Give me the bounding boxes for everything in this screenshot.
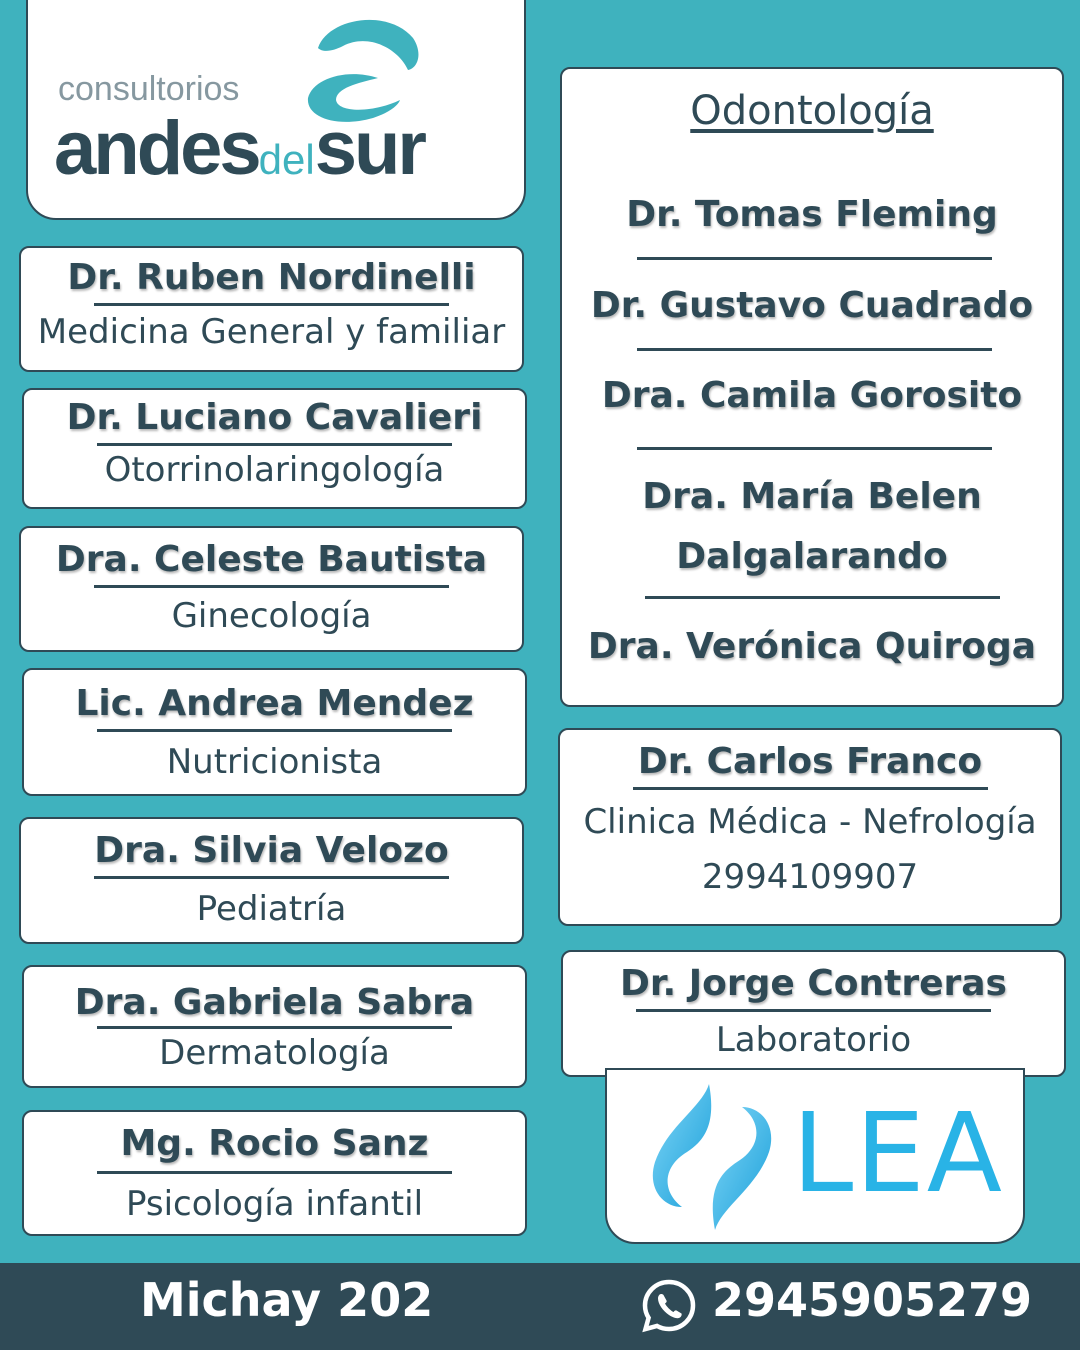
- doctor-card: [19, 817, 524, 944]
- doctor-name: Mg. Rocio Sanz: [120, 1123, 429, 1164]
- doctor-specialty: Laboratorio: [715, 1020, 912, 1061]
- divider: [636, 1009, 991, 1012]
- divider: [637, 348, 992, 351]
- divider: [97, 729, 452, 732]
- lea-drop-icon: [647, 1082, 777, 1232]
- dentist-name: Dra. Verónica Quiroga: [587, 626, 1037, 667]
- divider: [97, 443, 452, 446]
- doctor-card: [22, 965, 527, 1088]
- brand-del: del: [258, 136, 315, 183]
- brand-sur: sur: [314, 106, 424, 191]
- odontologia-card: [560, 67, 1064, 707]
- brand-main-text: [54, 105, 424, 192]
- doctor-name: Dr. Ruben Nordinelli: [67, 257, 476, 298]
- doctor-name: Dr. Carlos Franco: [637, 741, 983, 782]
- doctor-specialty: Otorrinolaringología: [104, 450, 445, 491]
- doctor-specialty: Dermatología: [159, 1033, 390, 1074]
- doctor-specialty: Ginecología: [171, 596, 372, 637]
- brand-logo-card: [26, 0, 526, 220]
- doctor-phone: 2994109907: [701, 856, 919, 897]
- divider: [94, 303, 449, 306]
- brand-small-text: consultorios: [58, 70, 240, 108]
- doctor-specialty: Clinica Médica - Nefrología: [583, 802, 1037, 843]
- doctor-card: [22, 388, 527, 509]
- divider: [97, 1171, 452, 1174]
- dentist-name: Dr. Gustavo Cuadrado: [590, 285, 1034, 326]
- doctor-name: Dr. Jorge Contreras: [620, 963, 1007, 1004]
- doctor-card: [22, 668, 527, 796]
- lab-logo-text: LEA: [792, 1089, 1005, 1217]
- doctor-card: [19, 246, 524, 372]
- divider: [94, 876, 449, 879]
- address-text: Michay 202: [140, 1273, 434, 1327]
- section-title: Odontología: [690, 88, 934, 134]
- brand-andes: andes: [54, 106, 259, 191]
- divider: [94, 585, 449, 588]
- lab-logo-card: [605, 1068, 1025, 1244]
- doctor-specialty: Nutricionista: [166, 742, 383, 783]
- doctor-specialty: Medicina General y familiar: [37, 312, 506, 353]
- doctor-specialty: Psicología infantil: [125, 1184, 424, 1225]
- doctor-specialty: Pediatría: [196, 889, 347, 930]
- doctor-card: [19, 526, 524, 652]
- doctor-name: Dra. Gabriela Sabra: [74, 982, 475, 1023]
- footer-bar: [0, 1263, 1080, 1350]
- divider: [633, 787, 988, 790]
- doctor-card: [558, 728, 1062, 926]
- doctor-name: Lic. Andrea Mendez: [75, 683, 474, 724]
- dentist-name: Dr. Tomas Fleming: [626, 194, 998, 235]
- doctor-name: Dra. Silvia Velozo: [94, 830, 449, 871]
- doctor-name: Dr. Luciano Cavalieri: [66, 397, 483, 438]
- divider: [645, 596, 1000, 599]
- dentist-name: Dra. Camila Gorosito: [601, 375, 1023, 416]
- divider: [637, 447, 992, 450]
- divider: [637, 257, 992, 260]
- divider: [97, 1026, 452, 1029]
- doctor-card: [561, 950, 1066, 1077]
- whatsapp-icon: [640, 1277, 698, 1335]
- doctor-card: [22, 1110, 527, 1236]
- dentist-name: Dra. María Belen: [642, 476, 982, 517]
- dentist-name-continued: Dalgalarando: [676, 536, 948, 577]
- doctor-name: Dra. Celeste Bautista: [55, 539, 488, 580]
- phone-number: 2945905279: [712, 1273, 1033, 1327]
